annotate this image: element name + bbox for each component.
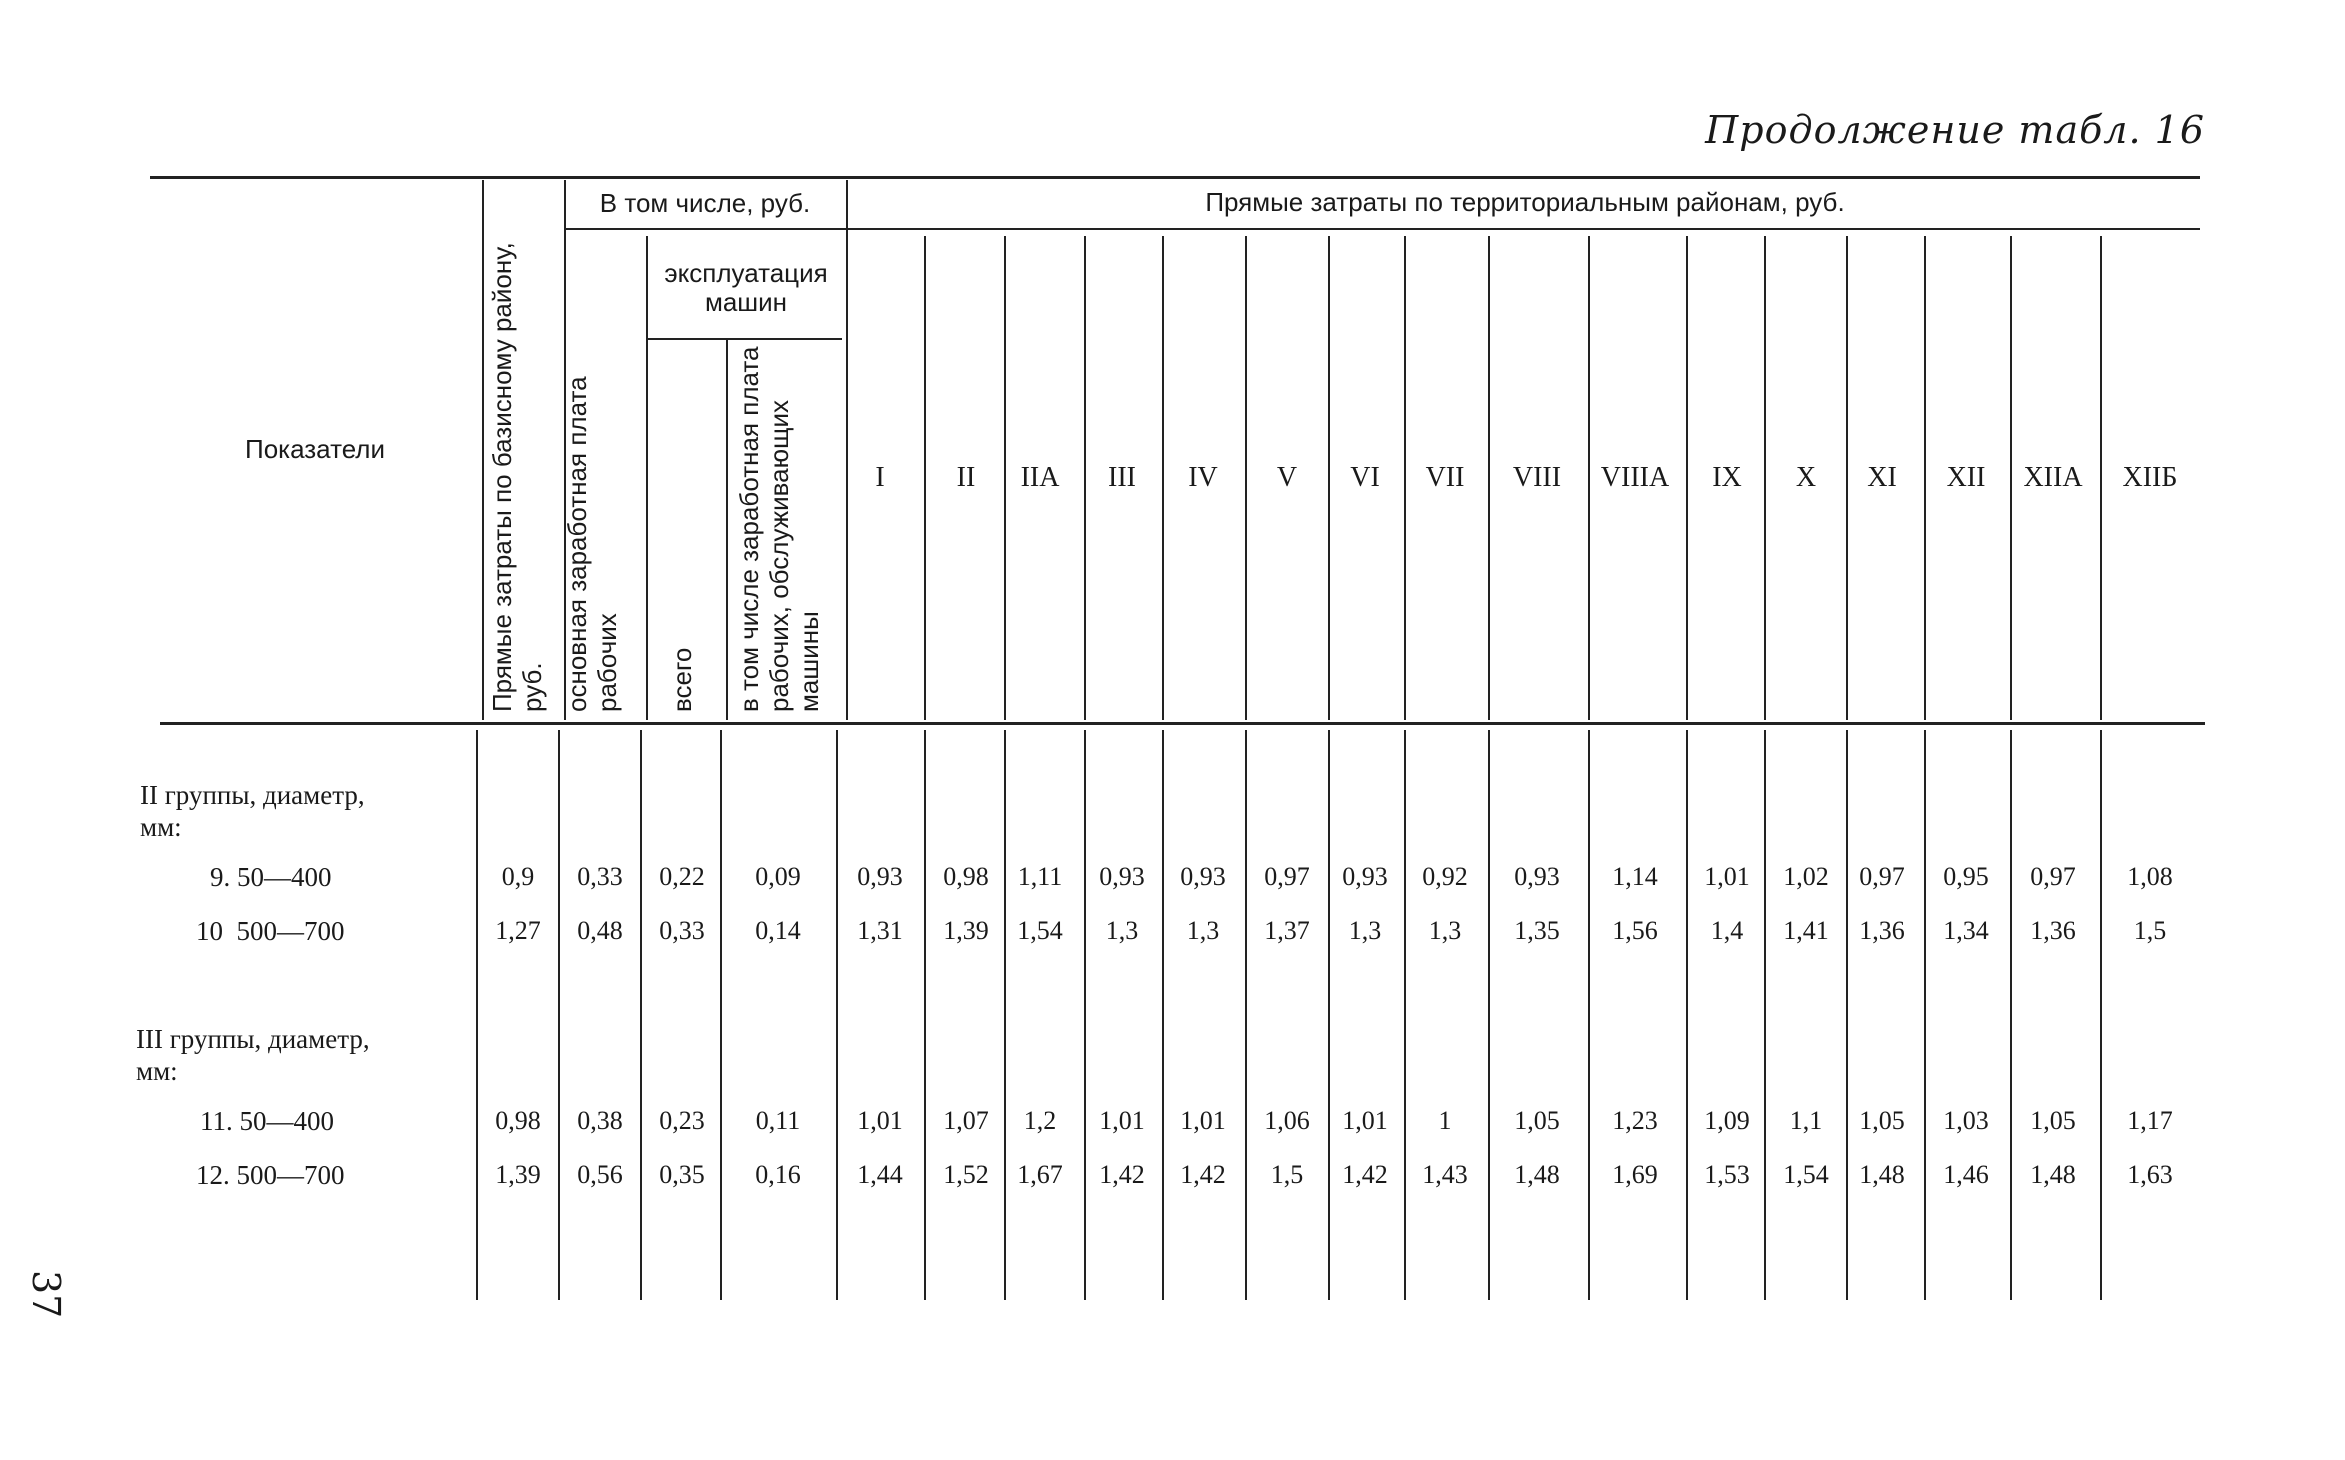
- table-cell: 1,05: [1514, 1106, 1560, 1135]
- col-divider: [2100, 236, 2102, 720]
- table-cell: 1,42: [1342, 1160, 1388, 1189]
- table-cell: 0,95: [1943, 862, 1989, 891]
- col-divider: [1846, 236, 1848, 720]
- table-cell: 1,35: [1514, 916, 1560, 945]
- col-divider: [2010, 730, 2012, 1300]
- col-divider: [1004, 730, 1006, 1300]
- col-divider: [2010, 236, 2012, 720]
- table-cell: 1,41: [1783, 916, 1829, 945]
- table-cell: 1,05: [2030, 1106, 2076, 1135]
- header-machine-ops: эксплуатация машин: [664, 257, 828, 317]
- table-cell: 0,48: [577, 916, 623, 945]
- table-cell: 1,02: [1783, 862, 1829, 891]
- col-divider: [2100, 730, 2102, 1300]
- region-header: IX: [1712, 462, 1742, 493]
- col-divider: [846, 180, 848, 720]
- table-cell: 1,5: [1270, 1160, 1304, 1189]
- table-cell: 0,33: [577, 862, 623, 891]
- col-divider: [720, 730, 722, 1300]
- table-cell: 1,01: [1342, 1106, 1388, 1135]
- table-cell: 1,48: [1859, 1160, 1905, 1189]
- table-cell: 1,36: [1859, 916, 1905, 945]
- table-cell: 1,48: [1514, 1160, 1560, 1189]
- table-cell: 1,27: [495, 916, 541, 945]
- col-divider: [1084, 236, 1086, 720]
- table-cell: 0,93: [1514, 862, 1560, 891]
- header-machine-total: всего: [667, 647, 697, 712]
- col-divider: [476, 730, 478, 1300]
- col-divider: [1328, 236, 1330, 720]
- col-divider: [1328, 730, 1330, 1300]
- table-cell: 1,36: [2030, 916, 2076, 945]
- region-header: V: [1276, 462, 1298, 493]
- row-label: 11. 50—400: [200, 1106, 334, 1136]
- table-cell: 1,17: [2127, 1106, 2173, 1135]
- table-cell: 0,38: [577, 1106, 623, 1135]
- region-header: XIIБ: [2122, 462, 2178, 493]
- col-divider: [1404, 730, 1406, 1300]
- row-label: 12. 500—700: [196, 1160, 345, 1190]
- table-cell: 1,01: [1704, 862, 1750, 891]
- col-divider: [1084, 730, 1086, 1300]
- table-cell: 0,93: [1342, 862, 1388, 891]
- table-cell: 0,97: [2030, 862, 2076, 891]
- table-cell: 1,53: [1704, 1160, 1750, 1189]
- table-cell: 0,35: [659, 1160, 705, 1189]
- table-cell: 1,46: [1943, 1160, 1989, 1189]
- col-divider: [1686, 730, 1688, 1300]
- region-header: VIIIА: [1600, 462, 1670, 493]
- table-cell: 0,92: [1422, 862, 1468, 891]
- header-subrule-machines: [648, 338, 842, 340]
- group-title-line2: мм:: [140, 812, 182, 842]
- region-header: VI: [1350, 462, 1380, 493]
- col-divider: [646, 236, 648, 720]
- header-subrule-regions: [566, 228, 2200, 230]
- table-cell: 1,1: [1789, 1106, 1823, 1135]
- col-divider: [1162, 730, 1164, 1300]
- table-cell: 1,2: [1023, 1106, 1057, 1135]
- col-divider: [564, 180, 566, 720]
- header-including: В том числе, руб.: [599, 188, 811, 219]
- col-divider: [1162, 236, 1164, 720]
- table-cell: 0,22: [659, 862, 705, 891]
- table-cell: 0,33: [659, 916, 705, 945]
- table-cell: 0,09: [755, 862, 801, 891]
- table-cell: 0,98: [495, 1106, 541, 1135]
- table-cell: 1,5: [2133, 916, 2167, 945]
- table-cell: 1,42: [1180, 1160, 1226, 1189]
- table-cell: 1,37: [1264, 916, 1310, 945]
- table-cell: 1,05: [1859, 1106, 1905, 1135]
- table-cell: 1,69: [1612, 1160, 1658, 1189]
- table-cell: 0,97: [1859, 862, 1905, 891]
- table-cell: 1,54: [1783, 1160, 1829, 1189]
- table-cell: 1,67: [1017, 1160, 1063, 1189]
- col-divider: [1764, 730, 1766, 1300]
- col-divider: [1924, 236, 1926, 720]
- table-cell: 1,44: [857, 1160, 903, 1189]
- table-cell: 0,56: [577, 1160, 623, 1189]
- group-title-line1: II группы, диаметр,: [140, 780, 365, 810]
- col-divider: [836, 730, 838, 1300]
- region-header: VII: [1425, 462, 1465, 493]
- table-caption: Продолжение табл. 16: [1705, 108, 2205, 152]
- table-cell: 1,01: [1099, 1106, 1145, 1135]
- region-header: XIIА: [2023, 462, 2083, 493]
- table-cell: 0,93: [857, 862, 903, 891]
- header-base-wage: основная заработная плата рабочих: [562, 376, 622, 712]
- col-divider: [558, 730, 560, 1300]
- table-cell: 1,01: [1180, 1106, 1226, 1135]
- table-cell: 1,23: [1612, 1106, 1658, 1135]
- col-divider: [1245, 730, 1247, 1300]
- table-cell: 1: [1438, 1106, 1452, 1135]
- region-header: XII: [1946, 462, 1986, 493]
- header-direct-base: Прямые затраты по базисному району, руб.: [487, 242, 547, 712]
- table-cell: 1,3: [1186, 916, 1220, 945]
- table-cell: 0,93: [1099, 862, 1145, 891]
- table-cell: 1,06: [1264, 1106, 1310, 1135]
- region-header: IIА: [1020, 462, 1060, 493]
- row-label: 9. 50—400: [210, 862, 332, 892]
- table-cell: 1,48: [2030, 1160, 2076, 1189]
- region-header: III: [1108, 462, 1136, 493]
- col-divider: [1245, 236, 1247, 720]
- col-divider: [640, 730, 642, 1300]
- table-cell: 0,11: [755, 1106, 801, 1135]
- table-cell: 1,43: [1422, 1160, 1468, 1189]
- table-cell: 1,39: [943, 916, 989, 945]
- col-divider: [1588, 236, 1590, 720]
- table-cell: 0,93: [1180, 862, 1226, 891]
- col-divider: [726, 340, 728, 720]
- row-label: 10 500—700: [196, 916, 345, 946]
- table-cell: 1,63: [2127, 1160, 2173, 1189]
- table-cell: 0,23: [659, 1106, 705, 1135]
- table-cell: 1,11: [1017, 862, 1063, 891]
- table-cell: 1,56: [1612, 916, 1658, 945]
- table-cell: 0,98: [943, 862, 989, 891]
- region-header: I: [875, 462, 885, 493]
- col-divider: [1004, 236, 1006, 720]
- group-title-line2: мм:: [136, 1056, 178, 1086]
- region-header: VIII: [1512, 462, 1562, 493]
- region-header: II: [956, 462, 976, 493]
- table-cell: 0,16: [755, 1160, 801, 1189]
- table-cell: 1,07: [943, 1106, 989, 1135]
- region-header: XI: [1867, 462, 1897, 493]
- col-divider: [1764, 236, 1766, 720]
- table-cell: 1,03: [1943, 1106, 1989, 1135]
- page-number: 37: [24, 1270, 68, 1319]
- table-cell: 1,3: [1105, 916, 1139, 945]
- table-cell: 1,01: [857, 1106, 903, 1135]
- col-divider: [482, 180, 484, 720]
- region-header: IV: [1188, 462, 1218, 493]
- table-cell: 1,14: [1612, 862, 1658, 891]
- header-incl-wage: в том числе заработная плата рабочих, обслуживающих машины: [734, 346, 824, 712]
- col-divider: [1488, 236, 1490, 720]
- col-divider: [1846, 730, 1848, 1300]
- table-cell: 0,9: [501, 862, 535, 891]
- col-divider: [1588, 730, 1590, 1300]
- table-cell: 1,3: [1428, 916, 1462, 945]
- table-top-rule: [150, 176, 2200, 179]
- col-divider: [1488, 730, 1490, 1300]
- table-cell: 1,08: [2127, 862, 2173, 891]
- col-divider: [924, 730, 926, 1300]
- table-cell: 1,52: [943, 1160, 989, 1189]
- table-cell: 0,97: [1264, 862, 1310, 891]
- table-cell: 1,42: [1099, 1160, 1145, 1189]
- table-cell: 1,4: [1710, 916, 1744, 945]
- col-divider: [924, 236, 926, 720]
- header-by-regions: Прямые затраты по территориальным районам, руб.: [1205, 187, 1845, 218]
- table-cell: 0,14: [755, 916, 801, 945]
- header-bottom-rule: [160, 722, 2205, 725]
- table-cell: 1,31: [857, 916, 903, 945]
- col-divider: [1686, 236, 1688, 720]
- header-indicators: Показатели: [245, 434, 385, 465]
- table-cell: 1,54: [1017, 916, 1063, 945]
- table-cell: 1,09: [1704, 1106, 1750, 1135]
- table-cell: 1,3: [1348, 916, 1382, 945]
- table-cell: 1,34: [1943, 916, 1989, 945]
- group-title-line1: III группы, диаметр,: [136, 1024, 370, 1054]
- col-divider: [1924, 730, 1926, 1300]
- table-cell: 1,39: [495, 1160, 541, 1189]
- col-divider: [1404, 236, 1406, 720]
- region-header: X: [1795, 462, 1817, 493]
